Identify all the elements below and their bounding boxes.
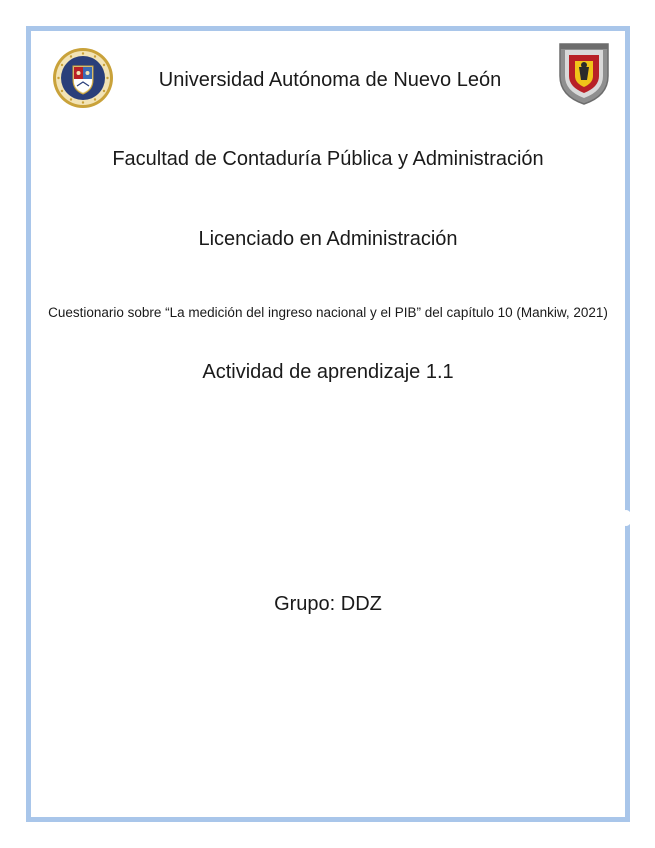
degree-name: Licenciado en Administración: [198, 228, 458, 250]
activity-title: Actividad de aprendizaje 1.1: [202, 361, 454, 383]
page-border: [26, 26, 630, 822]
group-label: Grupo: DDZ: [274, 593, 382, 615]
uanl-seal-icon: [52, 47, 114, 109]
faculty-name: Facultad de Contaduría Pública y Administración: [112, 148, 544, 170]
questionnaire-title: Cuestionario sobre “La medición del ingreso nacional y el PIB” del capítulo 10 (Mankiw, 2021): [48, 305, 608, 320]
faculty-shield-icon: [556, 40, 612, 106]
university-name: Universidad Autónoma de Nuevo León: [158, 69, 502, 91]
edge-mark: [620, 510, 632, 526]
